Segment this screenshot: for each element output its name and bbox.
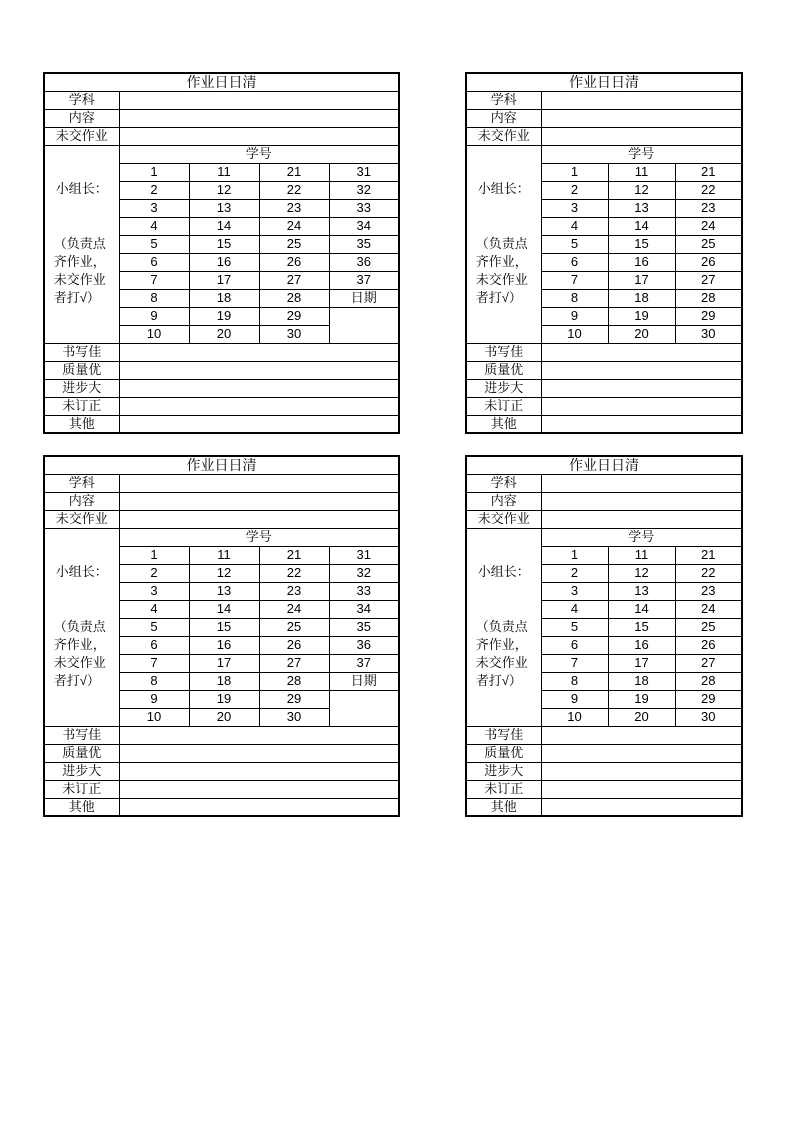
field-value-cell bbox=[541, 492, 742, 510]
student-number-cell: 20 bbox=[608, 325, 675, 343]
student-number-cell: 15 bbox=[608, 235, 675, 253]
student-number-cell: 23 bbox=[259, 582, 329, 600]
student-number-cell: 11 bbox=[189, 546, 259, 564]
student-number-cell: 15 bbox=[189, 235, 259, 253]
summary-value-cell bbox=[541, 762, 742, 780]
date-label-cell: 日期 bbox=[329, 672, 399, 690]
field-label: 未交作业 bbox=[44, 127, 119, 145]
student-number-cell: 7 bbox=[119, 654, 189, 672]
student-number-cell: 21 bbox=[259, 546, 329, 564]
field-value-cell bbox=[541, 109, 742, 127]
student-number-cell: 27 bbox=[675, 271, 742, 289]
student-number-cell: 23 bbox=[675, 582, 742, 600]
student-number-cell: 20 bbox=[608, 708, 675, 726]
leader-note: （负责点齐作业，未交作业者打√） bbox=[53, 619, 106, 688]
summary-label: 质量优 bbox=[44, 744, 119, 762]
student-number-cell: 22 bbox=[675, 564, 742, 582]
student-number-header: 学号 bbox=[541, 145, 742, 163]
date-value-cell bbox=[329, 690, 399, 726]
student-number-cell: 33 bbox=[329, 199, 399, 217]
homework-table-top-right bbox=[465, 72, 743, 434]
student-number-cell: 31 bbox=[329, 163, 399, 181]
field-label: 未交作业 bbox=[466, 127, 541, 145]
student-number-cell: 27 bbox=[259, 654, 329, 672]
field-label: 学科 bbox=[44, 474, 119, 492]
table-title: 作业日日清 bbox=[44, 456, 399, 474]
student-number-cell: 18 bbox=[608, 672, 675, 690]
student-number-cell: 16 bbox=[189, 636, 259, 654]
field-label: 内容 bbox=[466, 109, 541, 127]
student-number-cell: 7 bbox=[541, 271, 608, 289]
student-number-cell: 27 bbox=[675, 654, 742, 672]
summary-label: 其他 bbox=[466, 798, 541, 816]
student-number-cell: 25 bbox=[675, 235, 742, 253]
student-number-cell: 14 bbox=[189, 600, 259, 618]
student-number-cell: 17 bbox=[608, 654, 675, 672]
student-number-cell: 33 bbox=[329, 582, 399, 600]
student-number-cell: 3 bbox=[119, 199, 189, 217]
student-number-cell: 19 bbox=[189, 307, 259, 325]
student-number-cell: 29 bbox=[675, 690, 742, 708]
student-number-cell: 35 bbox=[329, 235, 399, 253]
student-number-cell: 16 bbox=[608, 253, 675, 271]
student-number-cell: 29 bbox=[259, 690, 329, 708]
summary-label: 质量优 bbox=[44, 361, 119, 379]
field-label: 未交作业 bbox=[466, 510, 541, 528]
date-value-cell bbox=[329, 307, 399, 343]
student-number-cell: 24 bbox=[259, 217, 329, 235]
student-number-cell: 1 bbox=[119, 163, 189, 181]
leader-cell bbox=[466, 528, 541, 726]
student-number-cell: 9 bbox=[541, 307, 608, 325]
student-number-cell: 36 bbox=[329, 253, 399, 271]
student-number-cell: 2 bbox=[119, 181, 189, 199]
homework-sheet bbox=[465, 455, 743, 817]
student-number-cell: 31 bbox=[329, 546, 399, 564]
summary-label: 书写佳 bbox=[44, 343, 119, 361]
student-number-cell: 17 bbox=[189, 654, 259, 672]
field-value-cell bbox=[119, 474, 399, 492]
student-number-cell: 10 bbox=[119, 708, 189, 726]
student-number-cell: 23 bbox=[259, 199, 329, 217]
leader-label: 小组长： bbox=[477, 181, 530, 196]
student-number-header: 学号 bbox=[119, 145, 399, 163]
student-number-cell: 30 bbox=[675, 325, 742, 343]
student-number-cell: 24 bbox=[259, 600, 329, 618]
field-label: 内容 bbox=[44, 492, 119, 510]
student-number-cell: 10 bbox=[541, 708, 608, 726]
field-value-cell bbox=[541, 127, 742, 145]
summary-value-cell bbox=[119, 397, 399, 415]
student-number-cell: 35 bbox=[329, 618, 399, 636]
student-number-cell: 5 bbox=[541, 618, 608, 636]
student-number-cell: 1 bbox=[541, 546, 608, 564]
student-number-cell: 4 bbox=[541, 600, 608, 618]
summary-label: 其他 bbox=[466, 415, 541, 433]
summary-label: 进步大 bbox=[466, 379, 541, 397]
student-number-cell: 22 bbox=[259, 181, 329, 199]
summary-label: 其他 bbox=[44, 798, 119, 816]
summary-label: 质量优 bbox=[466, 744, 541, 762]
summary-value-cell bbox=[541, 415, 742, 433]
student-number-cell: 7 bbox=[119, 271, 189, 289]
student-number-cell: 21 bbox=[259, 163, 329, 181]
student-number-cell: 11 bbox=[189, 163, 259, 181]
student-number-cell: 7 bbox=[541, 654, 608, 672]
field-value-cell bbox=[541, 474, 742, 492]
student-number-cell: 28 bbox=[259, 289, 329, 307]
leader-cell bbox=[466, 145, 541, 343]
student-number-cell: 32 bbox=[329, 181, 399, 199]
student-number-cell: 29 bbox=[259, 307, 329, 325]
table-title: 作业日日清 bbox=[44, 73, 399, 91]
summary-value-cell bbox=[541, 379, 742, 397]
summary-value-cell bbox=[119, 762, 399, 780]
leader-note: （负责点齐作业，未交作业者打√） bbox=[475, 619, 528, 688]
student-number-cell: 18 bbox=[189, 672, 259, 690]
student-number-cell: 9 bbox=[119, 690, 189, 708]
summary-value-cell bbox=[541, 343, 742, 361]
student-number-header: 学号 bbox=[119, 528, 399, 546]
student-number-cell: 1 bbox=[541, 163, 608, 181]
field-value-cell bbox=[119, 510, 399, 528]
student-number-cell: 13 bbox=[608, 199, 675, 217]
field-label: 学科 bbox=[466, 474, 541, 492]
summary-label: 书写佳 bbox=[44, 726, 119, 744]
student-number-cell: 25 bbox=[675, 618, 742, 636]
student-number-cell: 5 bbox=[541, 235, 608, 253]
student-number-cell: 25 bbox=[259, 235, 329, 253]
student-number-cell: 8 bbox=[119, 672, 189, 690]
summary-value-cell bbox=[541, 744, 742, 762]
student-number-cell: 14 bbox=[608, 600, 675, 618]
leader-label: 小组长： bbox=[55, 181, 108, 196]
student-number-cell: 11 bbox=[608, 163, 675, 181]
student-number-cell: 13 bbox=[189, 199, 259, 217]
student-number-cell: 27 bbox=[259, 271, 329, 289]
student-number-cell: 21 bbox=[675, 546, 742, 564]
student-number-cell: 19 bbox=[189, 690, 259, 708]
summary-value-cell bbox=[541, 798, 742, 816]
summary-value-cell bbox=[119, 798, 399, 816]
summary-value-cell bbox=[119, 780, 399, 798]
field-label: 学科 bbox=[466, 91, 541, 109]
field-label: 未交作业 bbox=[44, 510, 119, 528]
student-number-cell: 4 bbox=[541, 217, 608, 235]
student-number-cell: 29 bbox=[675, 307, 742, 325]
student-number-cell: 30 bbox=[259, 325, 329, 343]
homework-table-bottom-right bbox=[465, 455, 743, 817]
leader-cell bbox=[44, 528, 119, 726]
student-number-cell: 3 bbox=[541, 199, 608, 217]
student-number-cell: 2 bbox=[119, 564, 189, 582]
student-number-cell: 37 bbox=[329, 271, 399, 289]
leader-label: 小组长： bbox=[55, 564, 108, 579]
field-label: 内容 bbox=[466, 492, 541, 510]
summary-label: 未订正 bbox=[44, 397, 119, 415]
student-number-cell: 19 bbox=[608, 690, 675, 708]
homework-table-bottom-left bbox=[43, 455, 400, 817]
student-number-cell: 36 bbox=[329, 636, 399, 654]
summary-label: 书写佳 bbox=[466, 726, 541, 744]
summary-label: 质量优 bbox=[466, 361, 541, 379]
student-number-cell: 12 bbox=[608, 564, 675, 582]
student-number-cell: 24 bbox=[675, 217, 742, 235]
student-number-cell: 11 bbox=[608, 546, 675, 564]
student-number-cell: 15 bbox=[608, 618, 675, 636]
student-number-cell: 16 bbox=[189, 253, 259, 271]
summary-value-cell bbox=[119, 343, 399, 361]
student-number-cell: 12 bbox=[189, 564, 259, 582]
student-number-cell: 17 bbox=[608, 271, 675, 289]
summary-label: 未订正 bbox=[466, 397, 541, 415]
leader-label: 小组长： bbox=[477, 564, 530, 579]
student-number-cell: 21 bbox=[675, 163, 742, 181]
summary-value-cell bbox=[119, 744, 399, 762]
student-number-cell: 22 bbox=[675, 181, 742, 199]
summary-label: 书写佳 bbox=[466, 343, 541, 361]
student-number-cell: 15 bbox=[189, 618, 259, 636]
date-label-cell: 日期 bbox=[329, 289, 399, 307]
student-number-cell: 4 bbox=[119, 600, 189, 618]
student-number-cell: 26 bbox=[675, 636, 742, 654]
student-number-cell: 5 bbox=[119, 235, 189, 253]
summary-label: 未订正 bbox=[44, 780, 119, 798]
student-number-cell: 2 bbox=[541, 564, 608, 582]
student-number-cell: 28 bbox=[259, 672, 329, 690]
student-number-cell: 30 bbox=[259, 708, 329, 726]
student-number-cell: 30 bbox=[675, 708, 742, 726]
field-label: 内容 bbox=[44, 109, 119, 127]
student-number-cell: 24 bbox=[675, 600, 742, 618]
homework-sheet bbox=[43, 455, 400, 817]
field-value-cell bbox=[541, 91, 742, 109]
summary-value-cell bbox=[541, 726, 742, 744]
student-number-cell: 19 bbox=[608, 307, 675, 325]
student-number-cell: 37 bbox=[329, 654, 399, 672]
student-number-cell: 14 bbox=[189, 217, 259, 235]
student-number-cell: 9 bbox=[541, 690, 608, 708]
student-number-cell: 3 bbox=[119, 582, 189, 600]
student-number-cell: 6 bbox=[119, 253, 189, 271]
leader-cell bbox=[44, 145, 119, 343]
student-number-cell: 6 bbox=[541, 636, 608, 654]
summary-value-cell bbox=[119, 361, 399, 379]
homework-sheet bbox=[43, 72, 400, 434]
student-number-cell: 20 bbox=[189, 325, 259, 343]
field-value-cell bbox=[119, 492, 399, 510]
student-number-cell: 28 bbox=[675, 289, 742, 307]
leader-note: （负责点齐作业，未交作业者打√） bbox=[53, 236, 106, 305]
student-number-cell: 12 bbox=[189, 181, 259, 199]
student-number-cell: 13 bbox=[608, 582, 675, 600]
student-number-cell: 18 bbox=[189, 289, 259, 307]
student-number-cell: 3 bbox=[541, 582, 608, 600]
student-number-cell: 17 bbox=[189, 271, 259, 289]
field-value-cell bbox=[541, 510, 742, 528]
student-number-cell: 34 bbox=[329, 600, 399, 618]
summary-label: 其他 bbox=[44, 415, 119, 433]
student-number-cell: 23 bbox=[675, 199, 742, 217]
student-number-header: 学号 bbox=[541, 528, 742, 546]
student-number-cell: 8 bbox=[119, 289, 189, 307]
table-title: 作业日日清 bbox=[466, 456, 742, 474]
student-number-cell: 16 bbox=[608, 636, 675, 654]
student-number-cell: 26 bbox=[675, 253, 742, 271]
student-number-cell: 8 bbox=[541, 672, 608, 690]
summary-value-cell bbox=[119, 379, 399, 397]
summary-value-cell bbox=[541, 780, 742, 798]
field-value-cell bbox=[119, 109, 399, 127]
field-label: 学科 bbox=[44, 91, 119, 109]
student-number-cell: 32 bbox=[329, 564, 399, 582]
student-number-cell: 10 bbox=[541, 325, 608, 343]
summary-value-cell bbox=[541, 397, 742, 415]
student-number-cell: 26 bbox=[259, 636, 329, 654]
student-number-cell: 2 bbox=[541, 181, 608, 199]
summary-label: 未订正 bbox=[466, 780, 541, 798]
student-number-cell: 18 bbox=[608, 289, 675, 307]
leader-note: （负责点齐作业，未交作业者打√） bbox=[475, 236, 528, 305]
student-number-cell: 26 bbox=[259, 253, 329, 271]
student-number-cell: 10 bbox=[119, 325, 189, 343]
student-number-cell: 4 bbox=[119, 217, 189, 235]
student-number-cell: 25 bbox=[259, 618, 329, 636]
student-number-cell: 28 bbox=[675, 672, 742, 690]
student-number-cell: 6 bbox=[119, 636, 189, 654]
student-number-cell: 6 bbox=[541, 253, 608, 271]
student-number-cell: 8 bbox=[541, 289, 608, 307]
homework-table-top-left bbox=[43, 72, 400, 434]
field-value-cell bbox=[119, 91, 399, 109]
summary-value-cell bbox=[119, 726, 399, 744]
student-number-cell: 5 bbox=[119, 618, 189, 636]
homework-sheet bbox=[465, 72, 743, 434]
table-title: 作业日日清 bbox=[466, 73, 742, 91]
student-number-cell: 14 bbox=[608, 217, 675, 235]
summary-value-cell bbox=[119, 415, 399, 433]
student-number-cell: 34 bbox=[329, 217, 399, 235]
summary-label: 进步大 bbox=[466, 762, 541, 780]
student-number-cell: 22 bbox=[259, 564, 329, 582]
student-number-cell: 12 bbox=[608, 181, 675, 199]
student-number-cell: 20 bbox=[189, 708, 259, 726]
field-value-cell bbox=[119, 127, 399, 145]
summary-value-cell bbox=[541, 361, 742, 379]
student-number-cell: 13 bbox=[189, 582, 259, 600]
summary-label: 进步大 bbox=[44, 379, 119, 397]
student-number-cell: 9 bbox=[119, 307, 189, 325]
student-number-cell: 1 bbox=[119, 546, 189, 564]
summary-label: 进步大 bbox=[44, 762, 119, 780]
